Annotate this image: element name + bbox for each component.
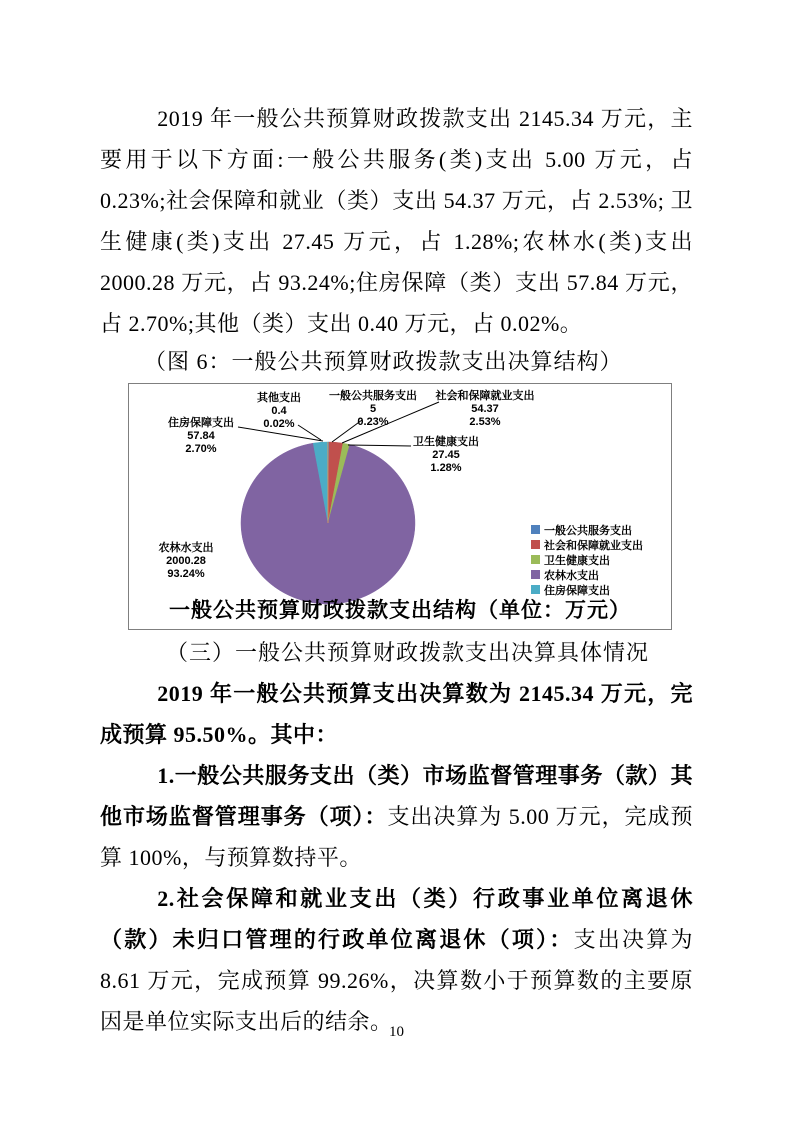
data-label-agriculture-pct: 93.24% <box>167 568 205 580</box>
document-content <box>100 98 693 1042</box>
data-label-social-security-pct: 2.53% <box>469 416 501 428</box>
legend-swatch-public-service <box>531 525 540 534</box>
item-2-text: 支出决算为 8.61 万元，完成预算 99.26%，决算数小于预算数的主要原因是单位实际支出后的结余。 <box>100 927 693 1034</box>
item-1-heading: 1.一般公共服务支出（类）市场监督管理事务（款）其他市场监督管理事务（项）： <box>100 763 693 829</box>
data-label-other-name: 其他支出 <box>257 392 301 404</box>
paragraph-item-1 <box>100 755 693 878</box>
legend-label-public-service: 一般公共服务支出 <box>544 524 632 537</box>
page-number: 10 <box>389 1024 404 1040</box>
figure-6-pie-chart <box>128 383 672 630</box>
legend-item-health <box>531 552 643 567</box>
data-label-housing-pct: 2.70% <box>185 443 217 455</box>
legend-item-agriculture <box>531 567 643 582</box>
legend-swatch-agriculture <box>531 570 540 579</box>
data-label-agriculture-value: 2000.28 <box>166 555 206 567</box>
data-label-social-security-value: 54.37 <box>471 403 499 415</box>
chart-title: 一般公共预算财政拨款支出结构（单位：万元） <box>169 598 631 622</box>
legend-label-agriculture: 农林水支出 <box>544 569 599 582</box>
legend-swatch-housing <box>531 585 540 594</box>
legend-label-social-security: 社会和保障就业支出 <box>544 539 643 552</box>
data-label-public-service-value: 5 <box>369 403 377 415</box>
item-1-text: 支出决算为 5.00 万元，完成预算 100%，与预算数持平。 <box>100 804 693 870</box>
legend-swatch-health <box>531 555 540 564</box>
data-label-housing <box>151 417 251 456</box>
data-label-other-value: 0.4 <box>271 405 287 417</box>
data-label-health <box>396 436 496 475</box>
legend-label-health: 卫生健康支出 <box>544 554 610 567</box>
data-label-health-name: 卫生健康支出 <box>413 436 479 448</box>
figure-6-caption: （图 6：一般公共预算财政拨款支出决算结构） <box>144 349 623 374</box>
legend-swatch-social-security <box>531 540 540 549</box>
chart-legend <box>531 522 643 597</box>
data-label-other-pct: 0.02% <box>263 418 295 430</box>
item-2-heading: 2.社会保障和就业支出（类）行政事业单位离退休（款）未归口管理的行政单位离退休（项）： <box>100 886 693 952</box>
data-label-housing-name: 住房保障支出 <box>168 417 234 429</box>
data-label-social-security-name: 社会和保障就业支出 <box>435 390 535 402</box>
paragraph-total-expenditure: 2019 年一般公共预算支出决算数为 2145.34 万元，完成预算 95.50%。其中： <box>100 681 693 747</box>
legend-item-social-security <box>531 537 643 552</box>
data-label-social-security <box>434 390 536 429</box>
legend-item-public-service <box>531 522 643 537</box>
data-label-housing-value: 57.84 <box>187 430 215 442</box>
data-label-public-service <box>305 390 441 429</box>
data-label-agriculture <box>136 542 236 581</box>
data-label-public-service-name: 一般公共服务支出 <box>329 390 417 402</box>
data-label-health-pct: 1.28% <box>430 462 462 474</box>
pie-slices <box>241 442 415 604</box>
data-label-agriculture-name: 农林水支出 <box>158 542 214 554</box>
data-label-health-value: 27.45 <box>432 449 460 461</box>
paragraph-expenditure-overview: 2019 年一般公共预算财政拨款支出 2145.34 万元，主要用于以下方面:一般公共服务(类)支出 5.00 万元，占 0.23%;社会保障和就业（类）支出 54.37 万元，占 2.53%; 卫生健康(类)支出 27.45 万元，占 1.28%;农林水(类)支出 2000.28 万元，占 93.24%;住房保障（类）支出 57.84 万元，占 2.70%;其他（类）支出 0.40 万元，占 0.02%。 <box>100 106 693 336</box>
paragraph-item-2 <box>100 878 693 1042</box>
legend-label-housing: 住房保障支出 <box>544 584 610 597</box>
section-heading: （三）一般公共预算财政拨款支出决算具体情况 <box>166 640 650 665</box>
data-label-public-service-pct: 0.23% <box>357 416 389 428</box>
